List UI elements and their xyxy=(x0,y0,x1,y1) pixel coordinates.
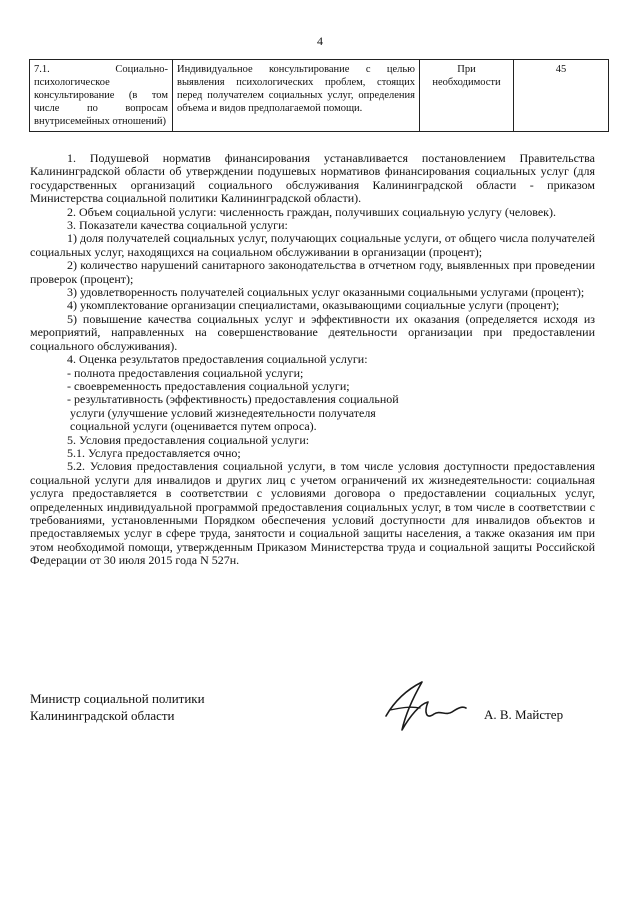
evaluation-item-3: - результативность (эффективность) предоставления социальной xyxy=(67,392,399,407)
evaluation-item-2: - своевременность предоставления социальной услуги; xyxy=(67,378,350,393)
signature-position xyxy=(30,690,205,724)
handwritten-signature xyxy=(376,672,472,738)
service-name-cell: 7.1. Социально-психологическое консультирование (в том числе по вопросам внутрисемейных отношений) xyxy=(30,60,173,132)
table-row xyxy=(30,60,609,132)
paragraph-financing: 1. Подушевой норматив финансирования устанавливается постановлением Правительства Калининградской области об утверждении подушевых нормативов финансирования социальных услуг (для государственных организаций социального обслуживания Калининградской области - приказом Министерства социальной политики Калининградской области). xyxy=(30,151,595,206)
paragraph-volume: 2. Объем социальной услуги: численность граждан, получивших социальную услугу (человек). xyxy=(67,204,556,219)
signature-position-line-2: Калининградской области xyxy=(30,708,175,723)
evaluation-item-3-cont-1: услуги (улучшение условий жизнедеятельности получателя xyxy=(70,405,376,420)
signatory-name: А. В. Майстер xyxy=(484,707,564,722)
condition-5-2: 5.2. Условия предоставления социальной услуги, в том числе условия доступности предоставления социальной услуги для инвалидов и других лиц с учетом ограничений их жизнедеятельности: социальная услуга предоставляется в соответствии с условиями договора о предоставлении социальных услуг, определенных индивидуальной программой предоставления социальных услуг, в том числе в соответствии с требованиями, установленными Порядком обеспечения условий доступности для инвалидов объектов и предоставляемых услуг в сфере труда, занятости и социальной защиты населения, а также оказания им при этом необходимой помощи, утвержденным Приказом Министерства труда и социальной защиты Российской Федерации от 30 июля 2015 года N 527н. xyxy=(30,459,595,568)
page-number: 4 xyxy=(317,34,323,48)
paragraph-quality-heading: 3. Показатели качества социальной услуги: xyxy=(67,218,288,233)
service-frequency-cell: При необходимости xyxy=(420,60,514,132)
paragraph-evaluation-heading: 4. Оценка результатов предоставления социальной услуги: xyxy=(67,352,368,367)
evaluation-item-3-cont-2: социальной услуги (оценивается путем опроса). xyxy=(70,419,317,434)
service-time-cell: 45 xyxy=(514,60,609,132)
quality-indicator-3: 3) удовлетворенность получателей социальных услуг оказанными социальными услугами (процент); xyxy=(67,285,585,300)
service-table xyxy=(29,59,609,132)
quality-indicator-5: 5) повышение качества социальных услуг и эффективности их оказания (определяется исходя из мероприятий, направленных на совершенствование деятельности организации при предоставлении социального обслуживания). xyxy=(30,311,595,353)
quality-indicator-1: 1) доля получателей социальных услуг, получающих социальные услуги, от общего числа получателей социальных услуг, находящихся на социальном обслуживании в организации (процент); xyxy=(30,231,595,259)
evaluation-item-1: - полнота предоставления социальной услуги; xyxy=(67,365,304,380)
paragraph-conditions-heading: 5. Условия предоставления социальной услуги: xyxy=(67,432,310,447)
document-body xyxy=(30,152,595,568)
quality-indicator-4: 4) укомплектование организации специалистами, оказывающими социальные услуги (процент); xyxy=(67,298,560,313)
service-description-cell: Индивидуальное консультирование с целью выявления психологических проблем, стоящих перед получателем социальных услуг, определения объема и видов предполагаемой помощи. xyxy=(173,60,420,132)
condition-5-1: 5.1. Услуга предоставляется очно; xyxy=(67,445,241,460)
signature-position-line-1: Министр социальной политики xyxy=(30,691,205,706)
quality-indicator-2: 2) количество нарушений санитарного законодательства в отчетном году, выявленных при проведении проверок (процент); xyxy=(30,258,595,286)
